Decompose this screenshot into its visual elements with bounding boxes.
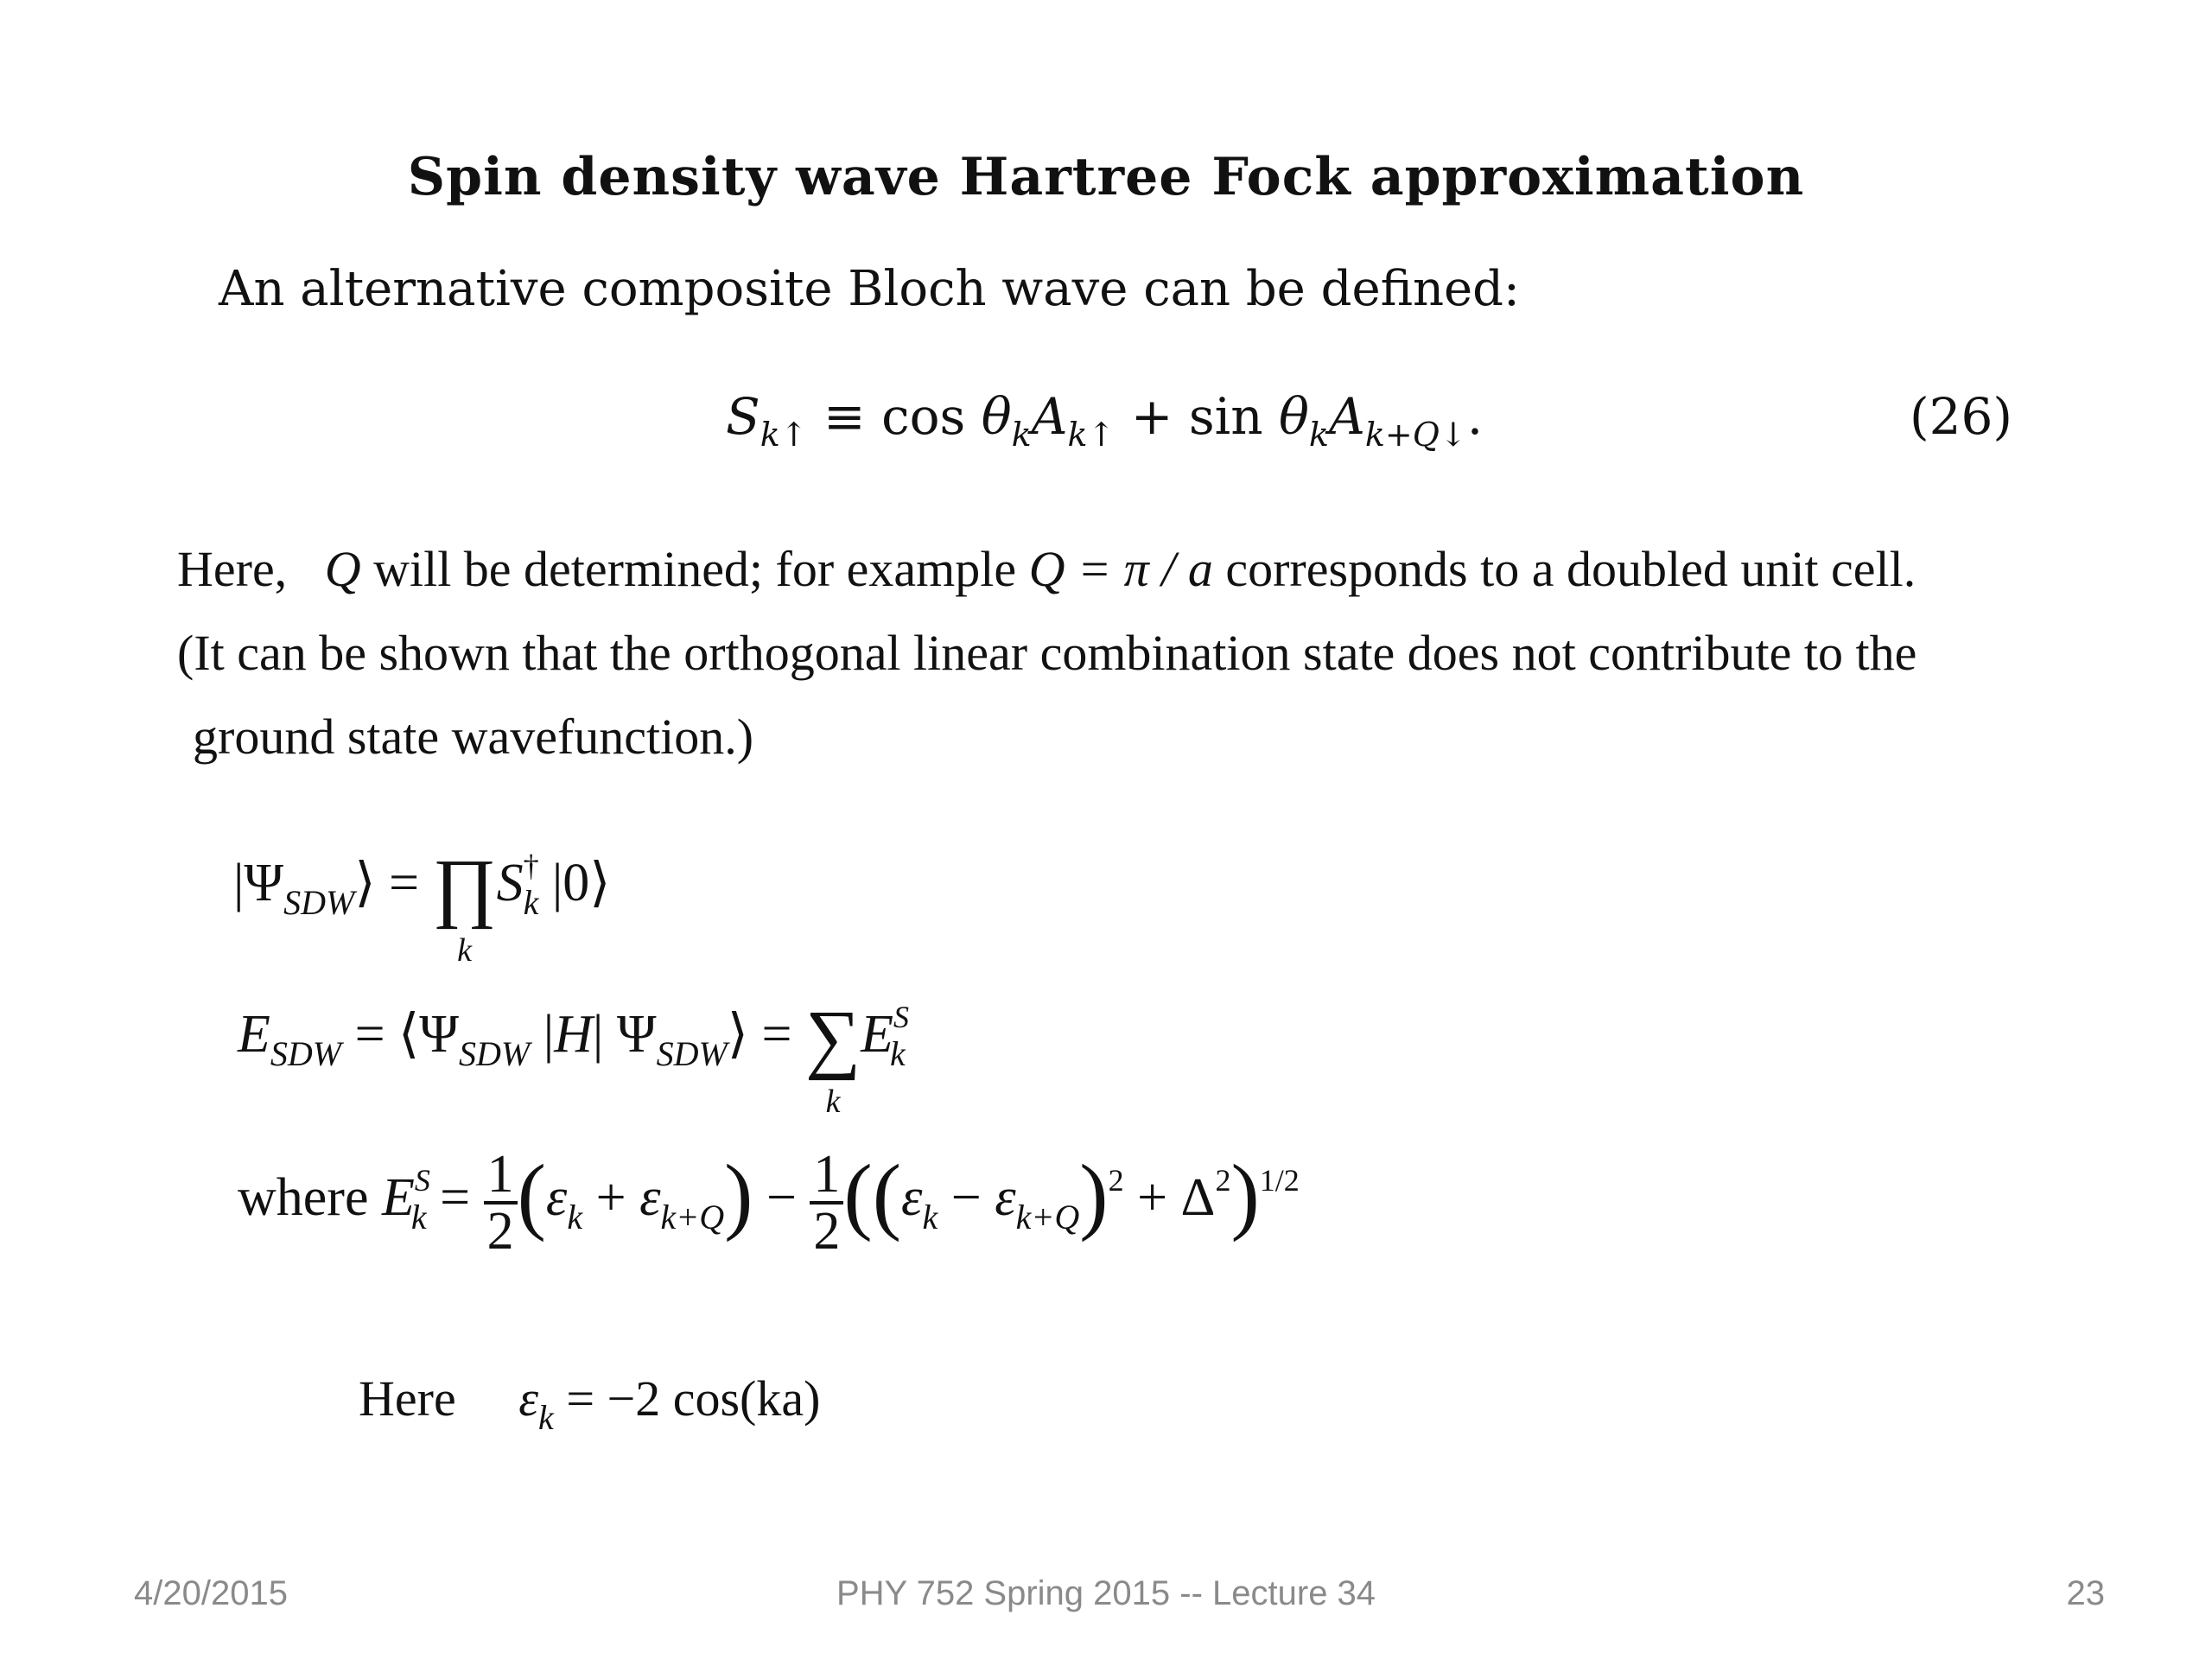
- explanation-paragraph: [177, 527, 2164, 779]
- here-label: Here: [359, 1370, 456, 1427]
- epsilon-definition: Here $\varepsilon_k = -2$ cos(ka): [359, 1370, 821, 1437]
- where-label: where: [238, 1168, 369, 1227]
- equation-26: $S_{k↑} \equiv \cos \theta_kA_{k↑} + \sin \theta_kA_{k+Q↓}$.: [726, 387, 1484, 454]
- paragraph-line-1: Here, Q will be determined; for example Q = π / a corresponds to a doubled unit cell.: [177, 541, 1916, 597]
- sdw-energy-equation: $E_{SDW}$ = $⟨\Psi_{SDW}$ |H| $\Psi_{SDW}⟩$ = ∑ k $E^S_k$: [238, 995, 909, 1120]
- footer-page-number: 23: [2066, 1574, 2105, 1612]
- slide-title: Spin density wave Hartree Fock approximation: [407, 147, 1805, 207]
- footer-course: PHY 752 Spring 2015 -- Lecture 34: [836, 1574, 1376, 1612]
- sdw-wavefunction-equation: $|\Psi_{SDW}⟩$ = ∏ k $S^\dagger_k$ |0⟩: [233, 844, 611, 969]
- footer-date: 4/20/2015: [134, 1574, 288, 1612]
- paragraph-line-3: ground state wavefunction.): [193, 709, 754, 765]
- paragraph-line-2: (It can be shown that the orthogonal linear combination state does not contribute to the: [177, 625, 1917, 681]
- intro-text: An alternative composite Bloch wave can be defined:: [219, 261, 1520, 317]
- equation-number: (26): [1910, 387, 2013, 446]
- energy-dispersion-equation: where $E^S_k$ = $\frac{1}{2}$ $(\varepsilon_k + \varepsilon_{k+Q})$ − $\frac{1}{2}$ $((\varepsilon_k - \varepsilon_{k+Q})^2 + \Delta^2)^{1/2}$: [238, 1144, 1300, 1261]
